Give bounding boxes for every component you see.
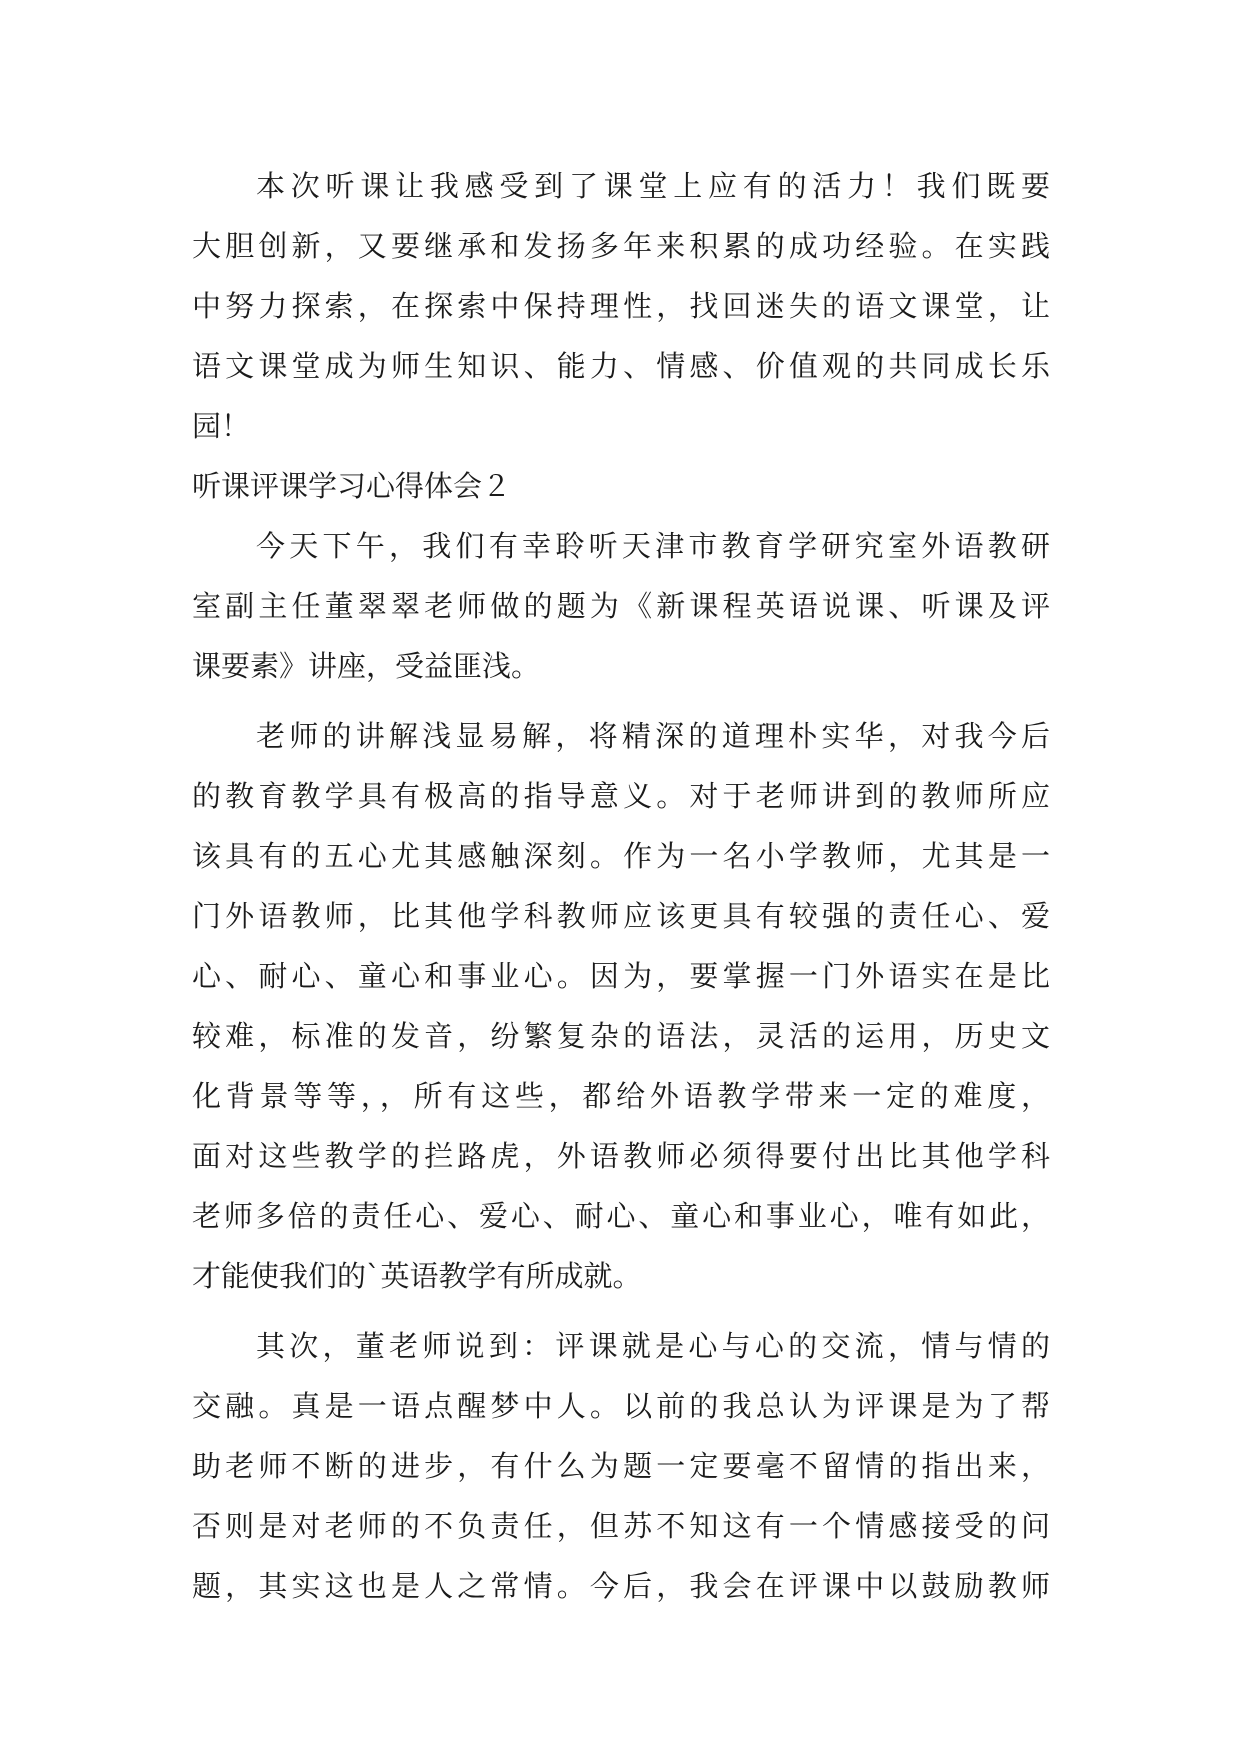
section-heading: 听课评课学习心得体会２ (192, 469, 512, 503)
paragraph-line: 语文课堂成为师生知识、能力、情感、价值观的共同成长乐 (192, 349, 1050, 383)
paragraph-line: 该具有的五心尤其感触深刻。作为一名小学教师，尤其是一 (192, 839, 1050, 873)
paragraph-line: 室副主任董翠翠老师做的题为《新课程英语说课、听课及评 (192, 589, 1050, 623)
paragraph-line: 较难，标准的发音，纷繁复杂的语法，灵活的运用，历史文 (192, 1019, 1050, 1053)
paragraph-line: 面对这些教学的拦路虎，外语教师必须得要付出比其他学科 (192, 1139, 1050, 1173)
paragraph-line: 否则是对老师的不负责任，但苏不知这有一个情感接受的问 (192, 1509, 1050, 1543)
paragraph-line: 老师多倍的责任心、爱心、耐心、童心和事业心，唯有如此， (192, 1199, 1050, 1233)
paragraph-line: 园！ (192, 409, 251, 443)
paragraph-line: 其次，董老师说到：评课就是心与心的交流，情与情的 (256, 1329, 1050, 1363)
paragraph-line: 交融。真是一语点醒梦中人。以前的我总认为评课是为了帮 (192, 1389, 1050, 1423)
paragraph-line: 门外语教师，比其他学科教师应该更具有较强的责任心、爱 (192, 899, 1050, 933)
paragraph-line: 才能使我们的`英语教学有所成就。 (192, 1259, 642, 1293)
paragraph-line: 课要素》讲座，受益匪浅。 (192, 649, 541, 683)
paragraph-line: 本次听课让我感受到了课堂上应有的活力！我们既要 (256, 169, 1050, 203)
paragraph-line: 助老师不断的进步，有什么为题一定要毫不留情的指出来， (192, 1449, 1050, 1483)
paragraph-line: 大胆创新，又要继承和发扬多年来积累的成功经验。在实践 (192, 229, 1050, 263)
paragraph-line: 今天下午，我们有幸聆听天津市教育学研究室外语教研 (256, 529, 1050, 563)
paragraph-line: 中努力探索，在探索中保持理性，找回迷失的语文课堂，让 (192, 289, 1050, 323)
paragraph-line: 的教育教学具有极高的指导意义。对于老师讲到的教师所应 (192, 779, 1050, 813)
paragraph-line: 老师的讲解浅显易解，将精深的道理朴实华，对我今后 (256, 719, 1050, 753)
paragraph-line: 题，其实这也是人之常情。今后，我会在评课中以鼓励教师 (192, 1569, 1050, 1603)
paragraph-line: 化背景等等，，所有这些，都给外语教学带来一定的难度， (192, 1079, 1050, 1113)
paragraph-line: 心、耐心、童心和事业心。因为，要掌握一门外语实在是比 (192, 959, 1050, 993)
